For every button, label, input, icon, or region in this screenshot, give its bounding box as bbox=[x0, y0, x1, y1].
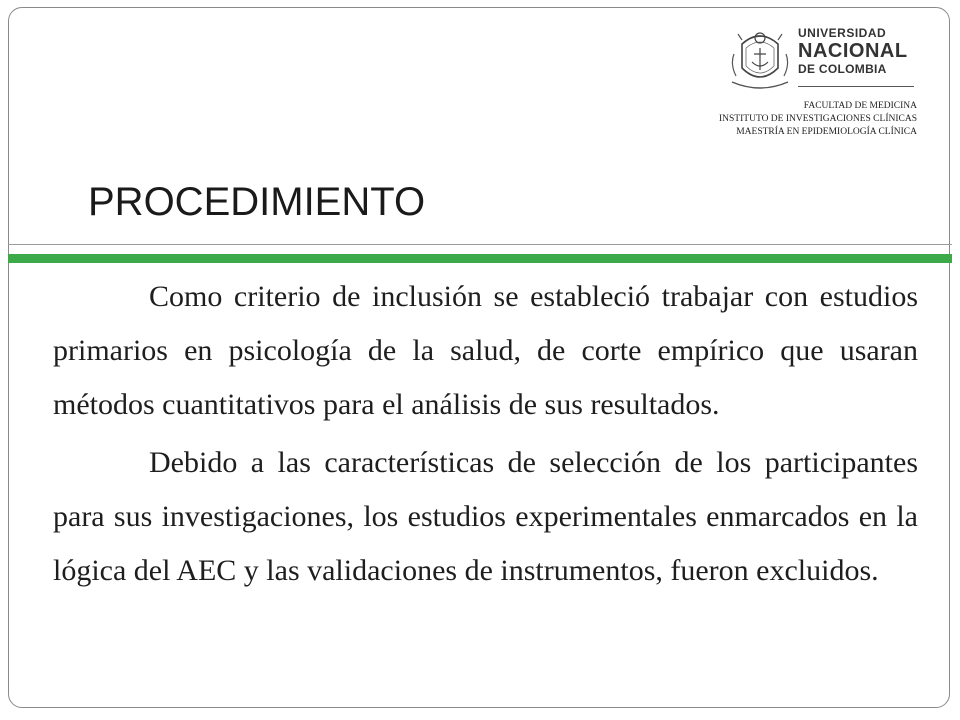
affiliation-faculty: FACULTAD DE MEDICINA bbox=[803, 101, 917, 111]
university-name-line3: DE COLOMBIA bbox=[798, 62, 887, 76]
affiliation-institute: INSTITUTO DE INVESTIGACIONES CLÍNICAS bbox=[719, 114, 917, 124]
body-paragraph: Como criterio de inclusión se estableció trabajar con estudios primarios en psicología de la salud, de corte empírico que usaran métodos cuantitativos para el análisis de sus resultados. bbox=[53, 280, 918, 421]
university-name-line2: NACIONAL bbox=[798, 40, 908, 62]
accent-bar bbox=[8, 254, 952, 263]
header-divider bbox=[8, 244, 952, 245]
affiliation-block bbox=[719, 100, 917, 139]
slide-body bbox=[53, 270, 918, 598]
university-name-line1: UNIVERSIDAD bbox=[798, 26, 887, 40]
coat-of-arms-icon bbox=[728, 24, 792, 94]
affiliation-program: MAESTRÍA EN EPIDEMIOLOGÍA CLÍNICA bbox=[736, 127, 917, 137]
university-name bbox=[798, 26, 908, 76]
body-paragraph: Debido a las características de selección de los participantes para sus investigaciones, los estudios experimentales enmarcados en la lógica del AEC y las validaciones de instrumentos, fueron excluidos. bbox=[53, 446, 918, 587]
logo-divider bbox=[798, 86, 914, 87]
slide-title: PROCEDIMIENTO bbox=[88, 180, 426, 224]
university-logo bbox=[728, 24, 928, 94]
